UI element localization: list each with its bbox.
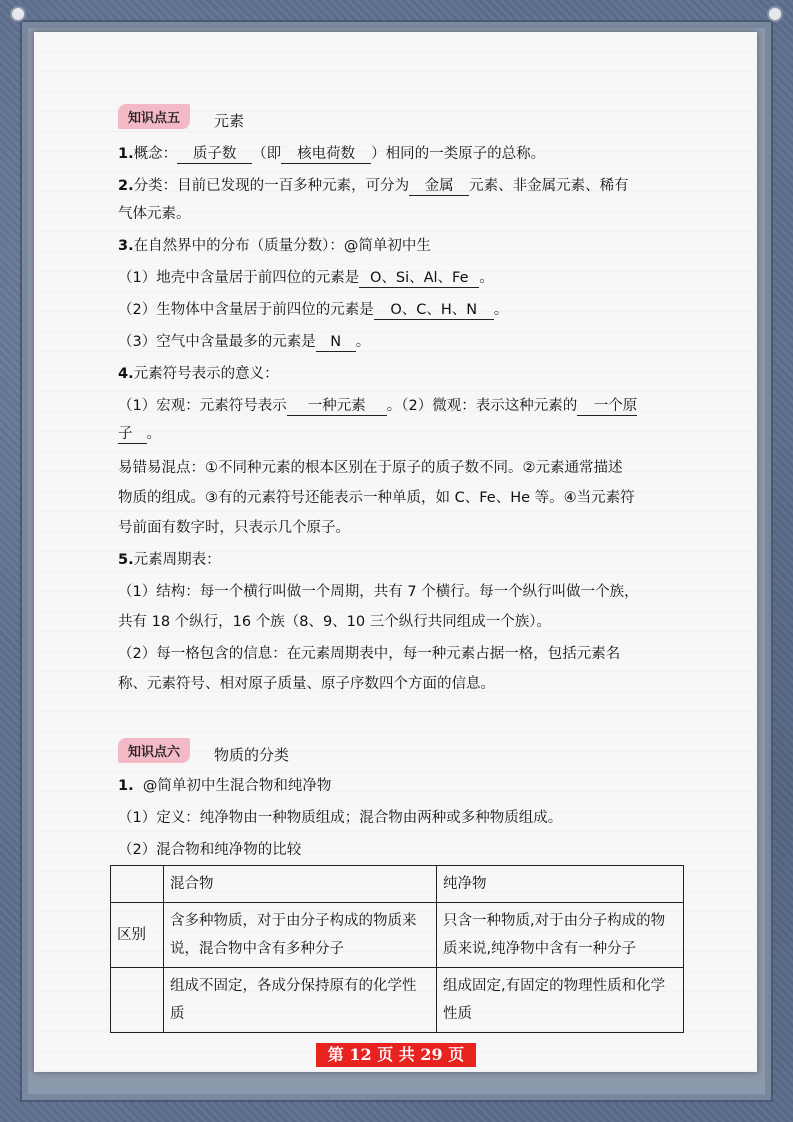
table-cell: 含多种物质，对于由分子构成的物质来说，混合物中含有多种分子 [164, 903, 437, 968]
text: （即 [252, 146, 282, 162]
table-header-row [111, 866, 684, 903]
item-number: 3. [118, 238, 134, 254]
table-row [111, 968, 684, 1033]
table-header-cell: 纯净物 [437, 866, 684, 903]
text: （1）宏观：元素符号表示 [118, 398, 287, 414]
periodic-table-line [118, 550, 221, 570]
item-number: 1. [118, 146, 134, 162]
text: 。 [146, 426, 161, 442]
text: 分类：目前已发现的一百多种元素，可分为 [133, 178, 410, 194]
cell-info-line-2: 称、元素符号、相对原子质量、原子序数四个方面的信息。 [118, 676, 495, 692]
note-line-1: 易错易混点：①不同种元素的根本区别在于原子的质子数不同。②元素通常描述 [118, 460, 623, 476]
answer-blank: 核电荷数 [281, 145, 371, 164]
section-title-5: 元素 [214, 112, 245, 130]
distribution-line [118, 236, 431, 256]
structure-line-2: 共有 18 个纵行，16 个族（8、9、10 三个纵行共同组成一个族）。 [118, 614, 551, 630]
table-header-cell: 混合物 [164, 866, 437, 903]
text: 元素符号表示的意义： [133, 366, 279, 382]
definition-line: （1）定义：纯净物由一种物质组成；混合物由两种或多种物质组成。 [118, 810, 563, 826]
pin-icon [12, 8, 24, 20]
answer-blank: N [316, 333, 356, 352]
answer-blank: 一种元素 [287, 397, 387, 416]
mixture-pure-line [118, 776, 331, 796]
text: 。（2）微观：表示这种元素的 [386, 398, 578, 414]
text: 。 [479, 270, 494, 286]
text: （2）生物体中含量居于前四位的元素是 [118, 302, 374, 318]
text: 在自然界中的分布（质量分数）：@简单初中生 [133, 238, 431, 254]
answer-blank: 子 [118, 425, 147, 444]
text: 概念： [133, 146, 178, 162]
table-header-cell [111, 866, 164, 903]
text: 。 [355, 334, 371, 350]
symbol-meaning-line [118, 364, 279, 384]
table-cell: 只含一种物质,对于由分子构成的物质来说,纯净物中含有一种分子 [437, 903, 684, 968]
macro-micro-line [118, 396, 637, 416]
crust-elements-line [118, 268, 494, 288]
note-line-3: 号前面有数字时，只表示几个原子。 [118, 520, 350, 536]
comparison-table [110, 865, 684, 1033]
table-cell: 组成不固定，各成分保持原有的化学性质 [164, 968, 437, 1033]
section-tag-5: 知识点五 [118, 104, 190, 129]
text: 。 [493, 302, 509, 318]
table-row [111, 903, 684, 968]
comparison-line: （2）混合物和纯净物的比较 [118, 842, 302, 858]
page-number: 第 12 页 共 29 页 [316, 1043, 476, 1067]
section-title-6: 物质的分类 [214, 746, 290, 764]
structure-line-1: （1）结构：每一个横行叫做一个周期，共有 7 个横行。每一个纵行叫做一个族， [118, 584, 639, 600]
text: （1）地壳中含量居于前四位的元素是 [118, 270, 360, 286]
classification-line [118, 176, 629, 196]
section-tag-6: 知识点六 [118, 738, 190, 763]
answer-blank: 金属 [409, 177, 469, 196]
text: @简单初中生混合物和纯净物 [142, 778, 332, 794]
organism-elements-line [118, 300, 508, 320]
text: ）相同的一类原子的总称。 [371, 146, 546, 162]
classification-line-2: 气体元素。 [118, 206, 191, 222]
macro-micro-line-2 [118, 424, 161, 444]
answer-blank: 质子数 [177, 145, 252, 164]
answer-blank: O、Si、Al、Fe [359, 269, 479, 288]
item-number: 5. [118, 552, 134, 568]
text: 元素周期表： [133, 552, 221, 568]
row-label [111, 968, 164, 1033]
answer-blank: O、C、H、N [374, 301, 494, 320]
text: （3）空气中含量最多的元素是 [118, 334, 316, 350]
item-number: 1. [118, 778, 134, 794]
air-element-line [118, 332, 370, 352]
note-line-2: 物质的组成。③有的元素符号还能表示一种单质，如 C、Fe、He 等。④当元素符 [118, 490, 635, 506]
text: 元素、非金属元素、稀有 [469, 178, 629, 194]
concept-line [118, 144, 545, 164]
cell-info-line-1: （2）每一格包含的信息：在元素周期表中，每一种元素占据一格，包括元素名 [118, 646, 621, 662]
row-label: 区别 [111, 903, 164, 968]
item-number: 4. [118, 366, 134, 382]
item-number: 2. [118, 178, 134, 194]
answer-blank: 一个原 [577, 397, 637, 416]
table-cell: 组成固定,有固定的物理性质和化学性质 [437, 968, 684, 1033]
pin-icon [769, 8, 781, 20]
